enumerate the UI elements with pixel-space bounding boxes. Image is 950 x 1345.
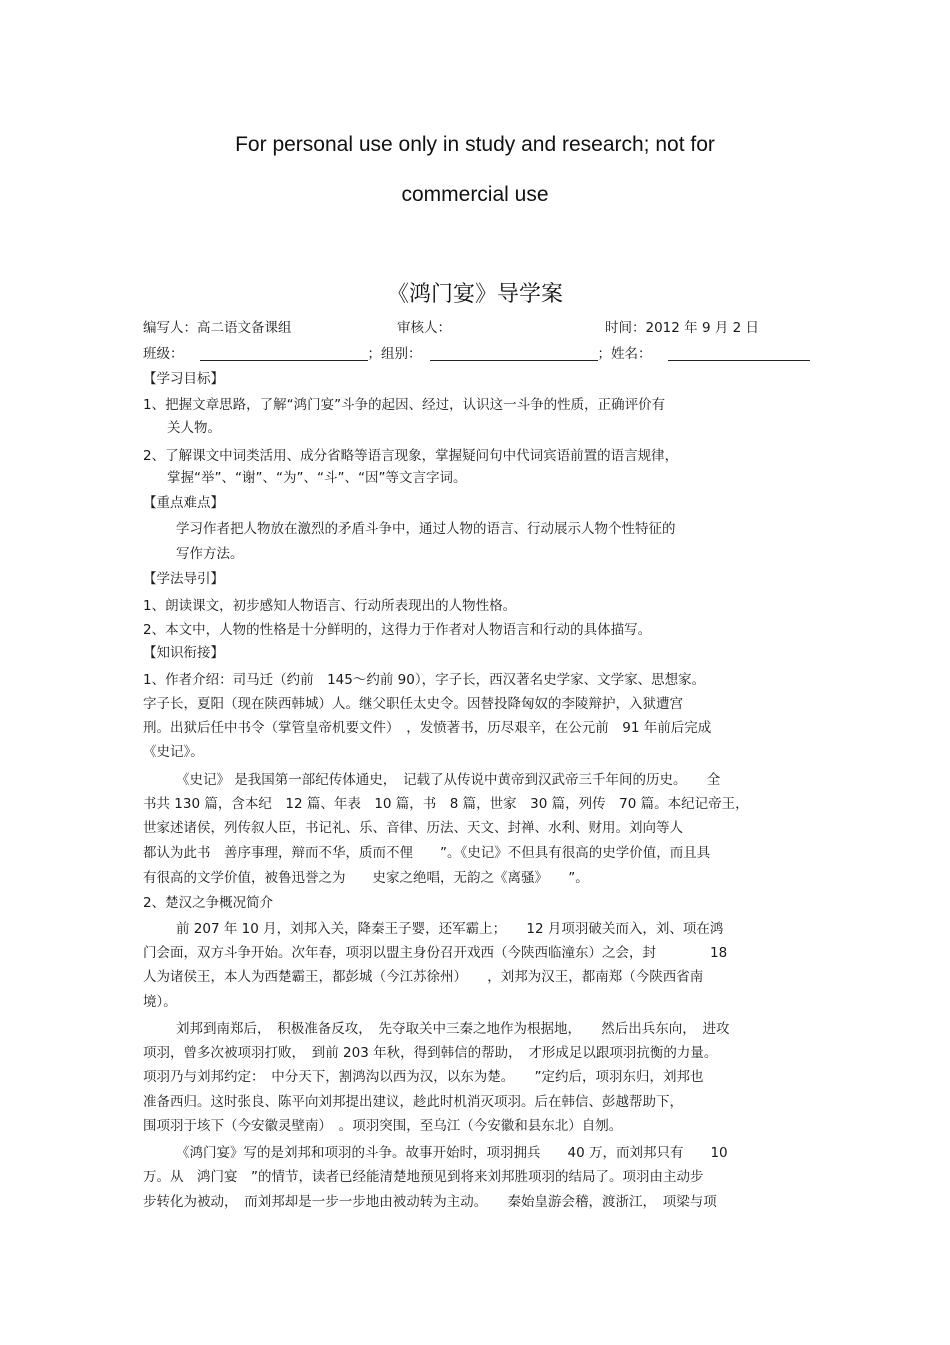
method-heading: 【学法导引】 [143, 571, 224, 587]
chu-han-heading: 2、楚汉之争概况简介 [143, 895, 274, 911]
name-label: ；姓名： [597, 346, 652, 362]
chu-han-p2-line-2: 项羽，曾多次被项羽打败， 到前 203 年秋，得到韩信的帮助， 才形成足以跟项羽抗衡的力量。 [143, 1045, 718, 1061]
key-line-2: 写作方法。 [176, 546, 244, 562]
chu-han-p2-line-5: 围项羽于垓下（今安徽灵壁南） 。项羽突围，至乌江（今安徽和县东北）自刎。 [143, 1118, 623, 1134]
goal-2-line-1: 2、了解课文中词类活用、成分省略等语言现象，掌握疑问句中代词宾语前置的语言规律， [143, 448, 679, 464]
method-2: 2、本文中，人物的性格是十分鲜明的，这得力于作者对人物语言和行动的具体描写。 [143, 622, 652, 638]
goal-1-line-2: 关人物。 [167, 420, 221, 436]
chu-han-p1-line-1: 前 207 年 10 月，刘邦入关，降秦王子婴，还军霸上； 12 月项羽破关而入，刘、项在鸿 [176, 921, 724, 937]
goal-2-line-2: 掌握“举”、“谢”、“为”、“斗”、“因”等文言字词。 [167, 470, 467, 486]
author-intro-line-1: 1、作者介绍：司马迁（约前 145～约前 90），字子长，西汉著名史学家、文学家、思想家。 [143, 672, 706, 688]
knowledge-heading: 【知识衔接】 [143, 645, 224, 661]
shiji-line-5: 有很高的文学价值，被鲁迅誉之为 史家之绝唱，无韵之《离骚》 ”。 [143, 870, 589, 886]
chu-han-p3-line-3: 步转化为被动， 而刘邦却是一步一步地由被动转为主动。 秦始皇游会稽，渡浙江， 项梁与项 [143, 1194, 717, 1210]
group-blank [430, 346, 598, 361]
chu-han-p2-line-4: 准备西归。这时张良、陈平向刘邦提出建议，趁此时机消灭项羽。后在韩信、彭越帮助下， [143, 1094, 683, 1110]
disclaimer-line-1: For personal use only in study and research; not for [235, 133, 715, 156]
key-line-1: 学习作者把人物放在激烈的矛盾斗争中，通过人物的语言、行动展示人物个性特征的 [176, 521, 676, 537]
shiji-line-3: 世家述诸侯，列传叙人臣，书记礼、乐、音律、历法、天文、封禅、水利、财用。刘向等人 [143, 820, 683, 836]
chu-han-p2-line-1: 刘邦到南郑后， 积极准备反攻， 先夺取关中三秦之地作为根据地， 然后出兵东向， 进攻 [176, 1021, 730, 1037]
chu-han-p1-line-2: 门会面，双方斗争开始。次年春，项羽以盟主身份召开戏西（今陕西临潼东）之会，封 18 [143, 945, 728, 961]
meta-reviewer: 审核人： [397, 320, 451, 336]
class-blank [200, 346, 368, 361]
class-label: 班级： [143, 346, 184, 362]
disclaimer-line-2: commercial use [401, 183, 549, 206]
chu-han-p3-line-1: 《鸿门宴》写的是刘邦和项羽的斗争。故事开始时，项羽拥兵 40 万，而刘邦只有 10 [176, 1145, 728, 1161]
goals-heading: 【学习目标】 [143, 371, 224, 387]
shiji-line-1: 《史记》 是我国第一部纪传体通史， 记载了从传说中黄帝到汉武帝三千年间的历史。 全 [176, 772, 721, 788]
chu-han-p1-line-3: 人为诸侯王，本人为西楚霸王，都彭城（今江苏徐州） ，刘邦为汉王，都南郑（今陕西省南 [143, 969, 704, 985]
chu-han-p1-line-4: 境）。 [143, 994, 177, 1010]
group-label: ；组别： [367, 346, 422, 362]
meta-author: 编写人：高二语文备课组 [143, 320, 292, 336]
author-intro-line-3: 刑。出狱后任中书令（掌管皇帝机要文件） ，发愤著书，历尽艰辛，在公元前 91 年前后完成 [143, 720, 712, 736]
author-intro-line-4: 《史记》。 [143, 744, 204, 760]
method-1: 1、朗读课文，初步感知人物语言、行动所表现出的人物性格。 [143, 598, 517, 614]
meta-time: 时间：2012 年 9 月 2 日 [605, 320, 759, 336]
key-heading: 【重点难点】 [143, 495, 224, 511]
author-intro-line-2: 字子长，夏阳（现在陕西韩城）人。继父职任太史令。因替投降匈奴的李陵辩护，入狱遭宫 [143, 696, 683, 712]
shiji-line-2: 书共 130 篇，含本纪 12 篇、年表 10 篇，书 8 篇，世家 30 篇，列传 70 篇。本纪记帝王， [143, 796, 749, 812]
name-blank [668, 346, 810, 361]
chu-han-p2-line-3: 项羽乃与刘邦约定： 中分天下，割鸿沟以西为汉，以东为楚。 ”定约后，项羽东归，刘邦也 [143, 1069, 704, 1085]
class-field [143, 344, 810, 364]
document-title: 《鸿门宴》导学案 [386, 282, 563, 307]
goal-1-line-1: 1、把握文章思路，了解“鸿门宴”斗争的起因、经过，认识这一斗争的性质，正确评价有 [143, 397, 666, 413]
shiji-line-4: 都认为此书 善序事理，辩而不华，质而不俚 ”。《史记》不但具有很高的史学价值，而且具 [143, 845, 711, 861]
chu-han-p3-line-2: 万。从 鸿门宴 ”的情节，读者已经能清楚地预见到将来刘邦胜项羽的结局了。项羽由主动步 [143, 1169, 704, 1185]
